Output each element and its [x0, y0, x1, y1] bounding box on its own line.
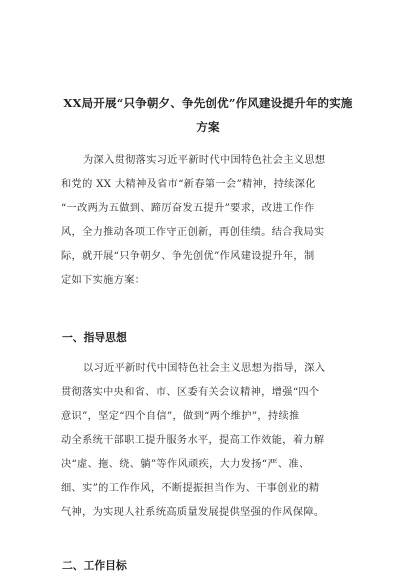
- section1-line: 意识”，坚定“四个自信”，做到“两个维护”，持续推: [61, 411, 300, 422]
- section1-line: 决“虚、拖、绕、躺”等作风顽疾，大力发扬“严、准、: [61, 459, 310, 470]
- intro-line: 风，全力推动各项工作守正创新，再创佳绩。结合我局实: [61, 227, 325, 238]
- intro-line: 和党的 XX 大精神及省市“新春第一会”精神，持续深化: [61, 179, 316, 190]
- intro-line: 际，就开展“只争朝夕、争先创优”作风建设提升年，制: [61, 251, 315, 262]
- section-heading-work-goals: 二、工作目标: [62, 559, 127, 572]
- section1-line: 细、实”的工作作风，不断提振担当作为、干事创业的精: [61, 483, 320, 494]
- section1-line: 气神，为实现人社系统高质量发展提供坚强的作风保障。: [61, 507, 325, 518]
- document-title-line-2: 方案: [196, 120, 220, 134]
- section1-line: 贯彻落实中央和省、市、区委有关会议精神，增强“四个: [61, 387, 320, 398]
- section-heading-guiding-ideology: 一、指导思想: [62, 331, 127, 344]
- section1-line: 动全系统干部职工提升服务水平，提高工作效能，着力解: [61, 435, 325, 446]
- section1-line: 以习近平新时代中国特色社会主义思想为指导，深入: [83, 363, 326, 374]
- intro-line: 为深入贯彻落实习近平新时代中国特色社会主义思想: [83, 155, 326, 166]
- intro-line: 定如下实施方案：: [61, 275, 146, 286]
- intro-line: “一改两为五做到、蹄厉奋发五提升”要求，改进工作作: [61, 203, 315, 214]
- document-title-line-1: XX局开展“只争朝夕、争先创优”作风建设提升年的实施: [63, 96, 353, 110]
